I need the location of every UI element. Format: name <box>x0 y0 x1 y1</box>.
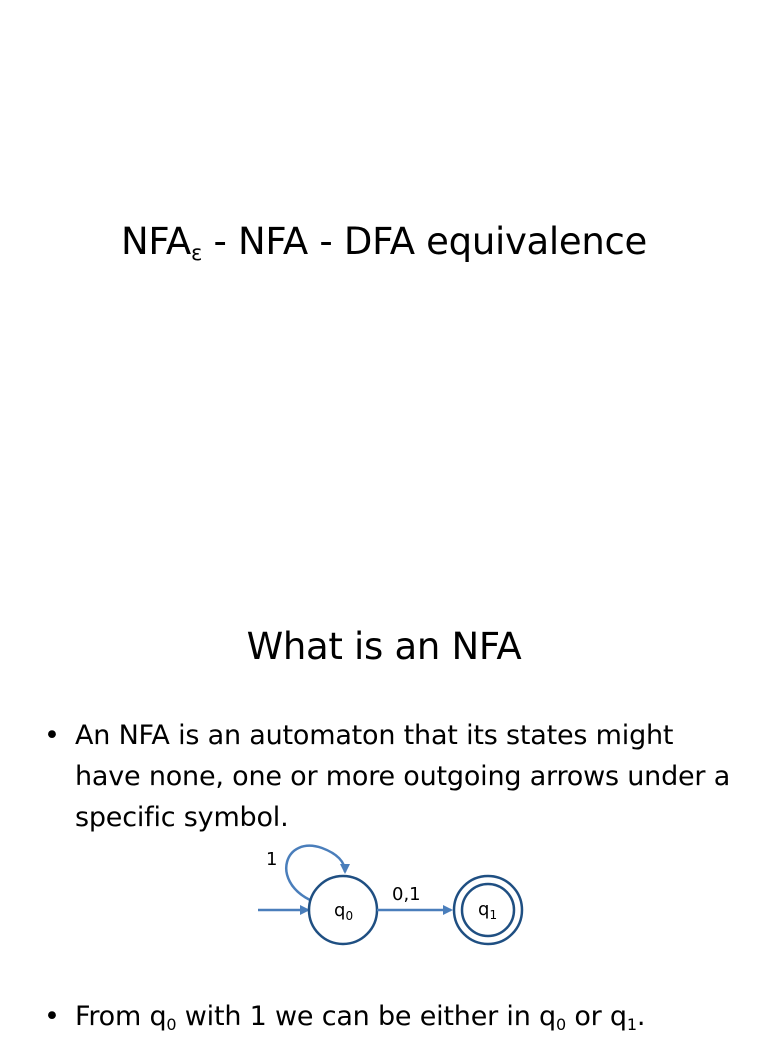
nfa-state-diagram <box>250 840 540 950</box>
state-q1-label: $q_1$ <box>478 899 498 922</box>
title-rest: - NFA - DFA equivalence <box>202 220 648 263</box>
slide-2-title: What is an NFA <box>246 625 522 668</box>
state-q0-label: $q_0$ <box>334 900 354 923</box>
bullet-text: An NFA is an automaton that its states might have none, one or more outgoing arrows under a specific symbol. <box>75 720 731 833</box>
title-epsilon-subscript: ε <box>190 241 202 265</box>
bullet-text: From $q_0$ with 1 we can be either in $q_0$ or $q_1$. <box>75 1001 646 1034</box>
self-loop-label: 1 <box>266 849 278 870</box>
slide-1-title <box>0 219 768 265</box>
bullet-dot: • <box>44 720 60 751</box>
title-nfa: NFA <box>120 220 191 263</box>
transition-label: 0,1 <box>392 884 421 905</box>
bullet-dot: • <box>44 1001 60 1032</box>
bullet-item <box>44 996 744 1037</box>
bullet-item <box>44 715 744 838</box>
